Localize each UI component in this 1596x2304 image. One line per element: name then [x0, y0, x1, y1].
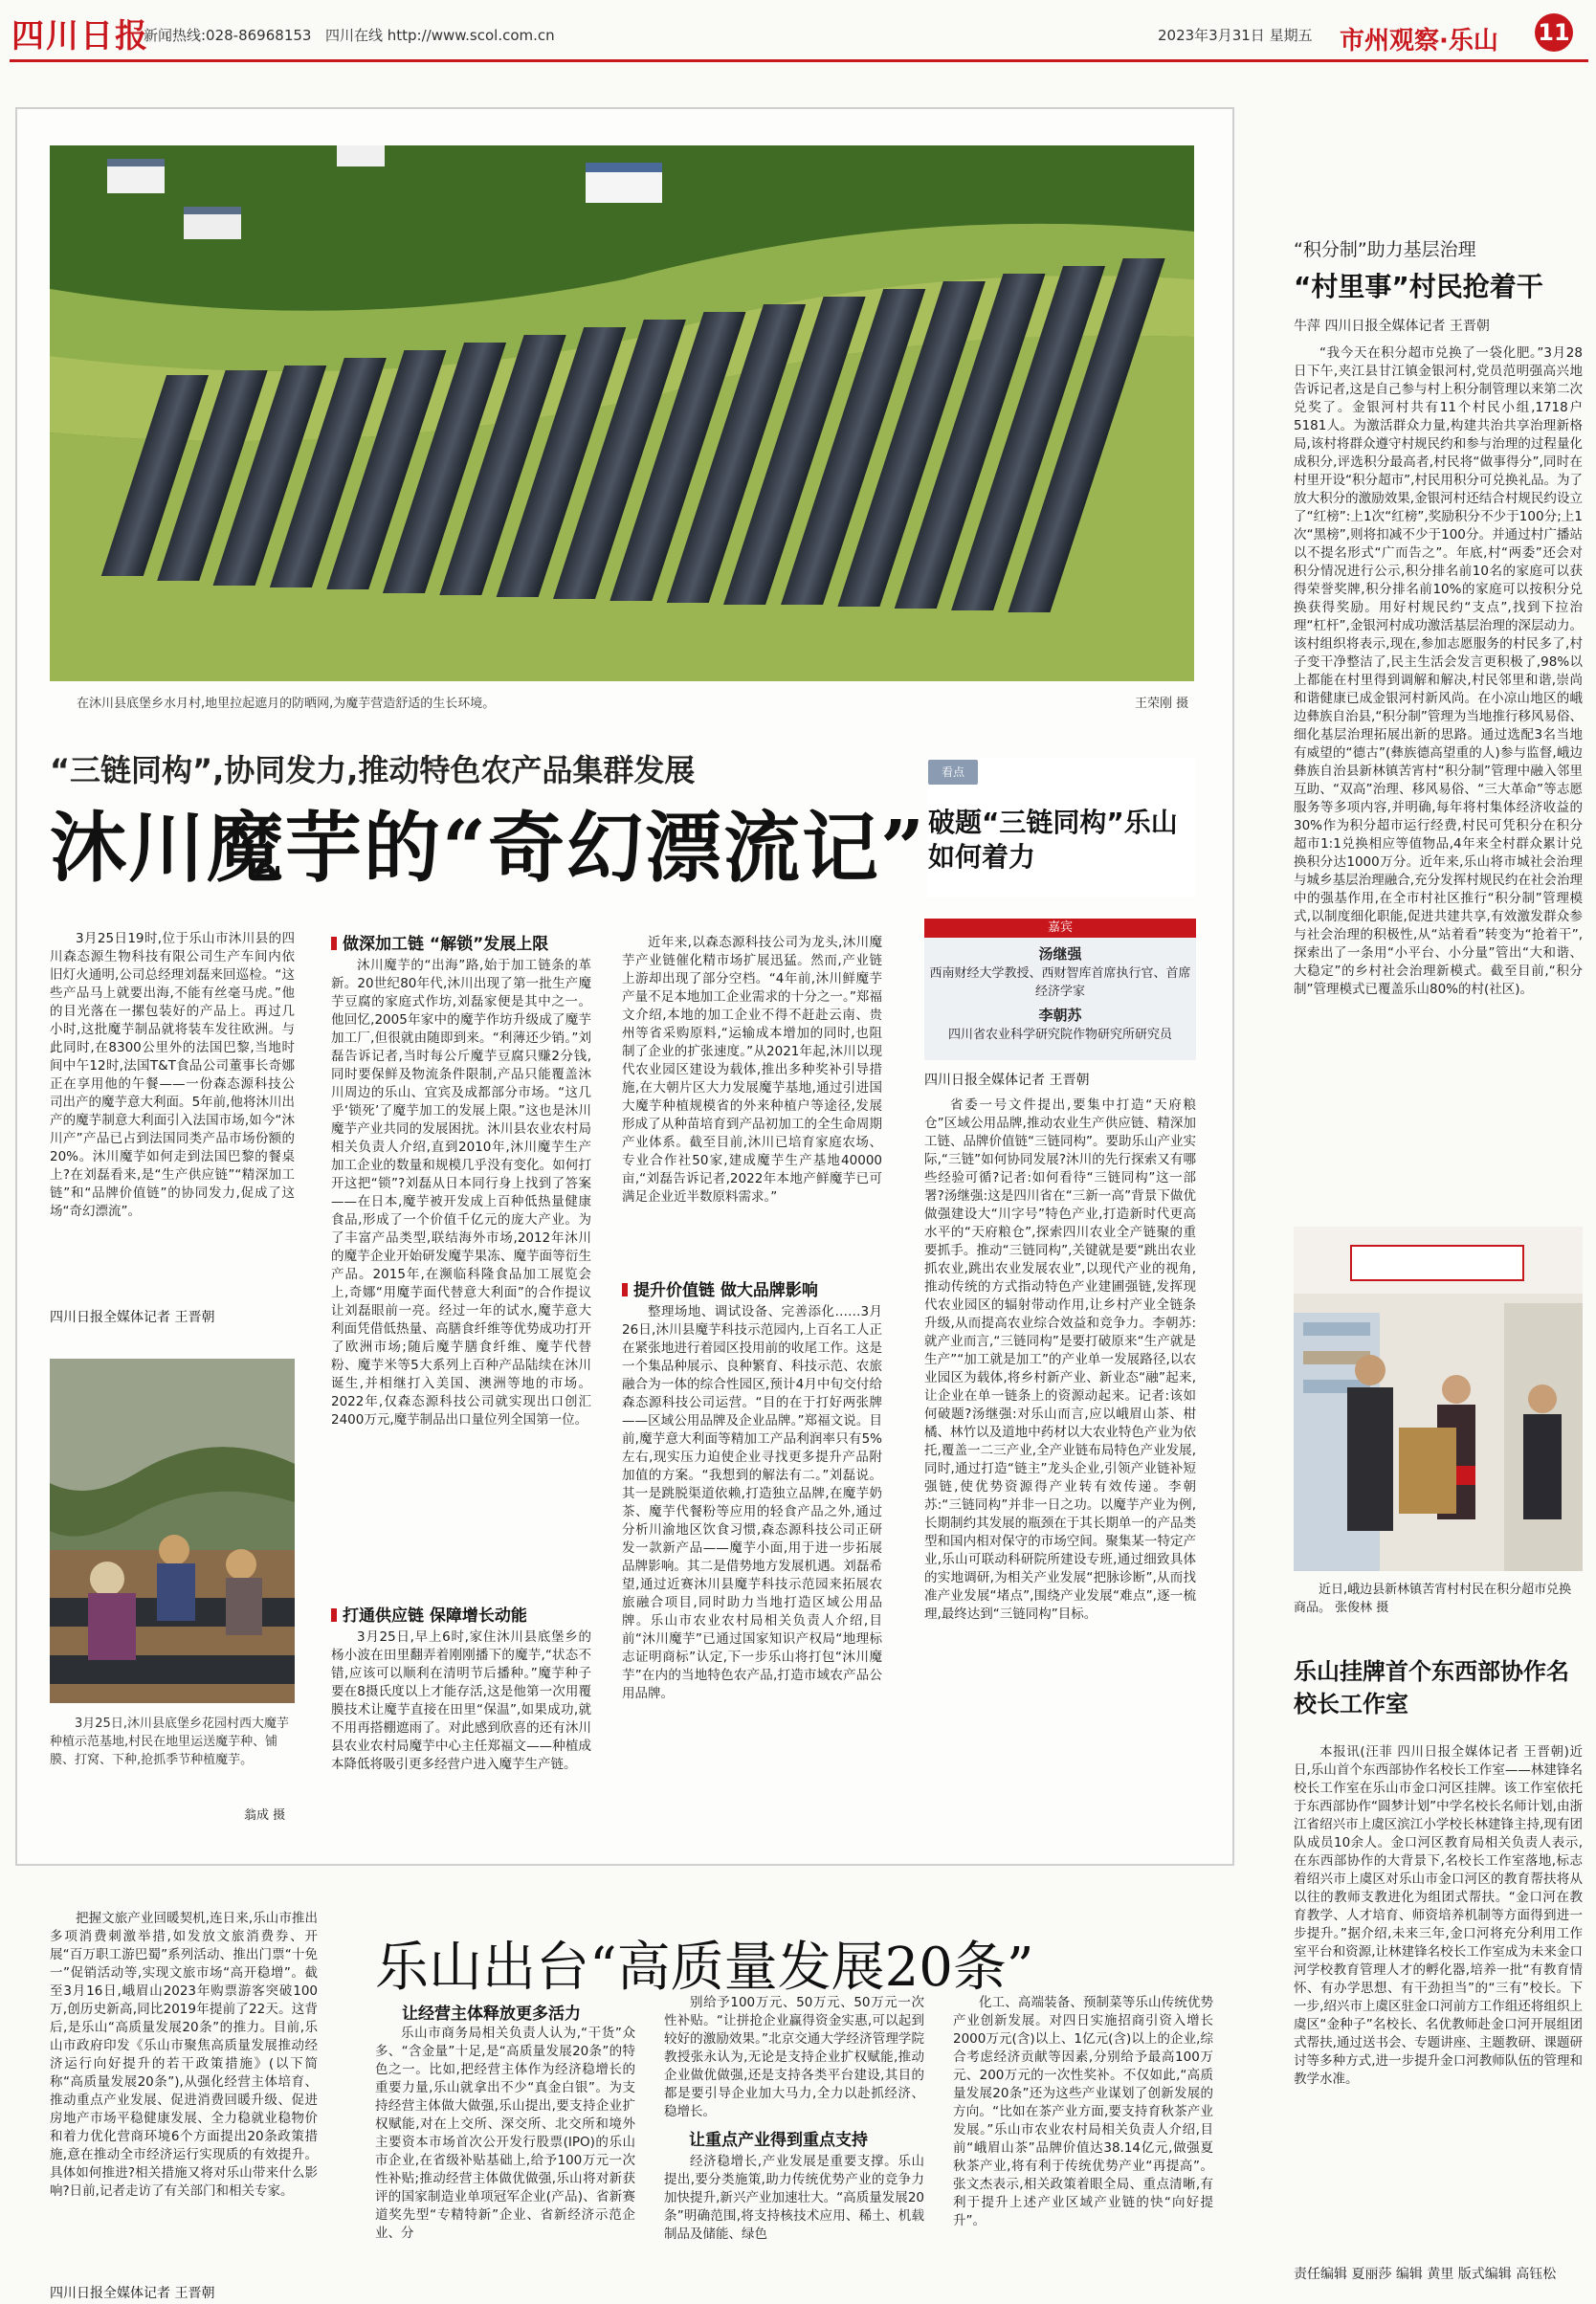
article-subhead: “三链同构”,协同发力,推动特色农产品集群发展	[50, 752, 696, 788]
section-heading: 让经营主体释放更多活力	[402, 2005, 581, 2024]
right-article-byline: 牛萍 四川日报全媒体记者 王晋朝	[1294, 319, 1490, 334]
right-article-kicker: “积分制”助力基层治理	[1294, 239, 1476, 260]
news-hotline: 新闻热线:028-86968153	[144, 27, 312, 44]
section-heading: 做深加工链 “解锁”发展上限	[331, 930, 548, 954]
right-photo-points-supermarket	[1294, 1227, 1583, 1571]
article-body: 整理场地、调试设备、完善添化……3月26日,沐川县魔芋科技示范园内,上百名工人正在紧张地进行着园区投用前的收尾工作。这是一个集品种展示、良种繁育、科技示范、农旅融合为一体的综合性园区,预计4月中旬交付给森态源科技公司运营。“目的在于打好两张牌——区域公用品牌及企业品牌。”郑福文说。目前,魔芋意大利面等精加工产品利润率只有5%左右,现实压力迫使企业寻找更多提升产品附加值的方案。“我想到的解法有二。”刘磊说。其一是跳脱渠道依赖,打造独立品牌,在魔芋奶茶、魔芋代餐粉等应用的轻食产品之外,通过分析川渝地区饮食习惯,森态源科技公司正研发一款新产品——魔芋小面,用于进一步拓展品牌影响。其二是借势地方发展机遇。刘磊希望,通过近赛沐川县魔芋科技示范园来拓展农旅融合项目,同时助力当地打造区域公用品牌。乐山市农业农村局相关负责人介绍,目前“沐川魔芋”已通过国家知识产权局“地理标志证明商标”认定,下一步乐山将打包“沐川魔芋”在内的当地特色农产品,打造市域农产品公用品牌。	[622, 1304, 882, 1701]
article-byline: 四川日报全媒体记者 王晋朝	[50, 1310, 215, 1325]
guest-description: 西南财经大学教授、西财智库首席执行官、首席经济学家	[929, 966, 1191, 999]
article-body: 3月25日,早上6时,家住沐川县底堡乡的杨小波在田里翻弄着刚刚播下的魔芋,“状态不错,应该可以顺利在清明节后播种。”魔芋种子要在8摄氏度以上才能存活,这是他第一次用覆膜技术让魔芋直接在田里“保温”,如果成功,就不用再搭棚遮雨了。对此感到欣喜的还有沐川县农业农村局魔芋中心主任郑福文——种植成本降低将吸引更多经营户进入魔芋生产链。	[331, 1629, 591, 1772]
section-heading: 提升价值链 做大品牌影响	[622, 1276, 818, 1300]
masthead	[0, 0, 1596, 61]
guest-tag: 嘉宾	[924, 919, 1196, 938]
header-rule	[10, 59, 1588, 62]
bottom-article-body: 乐山市商务局相关负责人认为,“干货”众多、“含金量”十足,是“高质量发展20条”的特色之一。比如,把经营主体作为经济稳增长的重要力量,乐山就拿出不少“真金白银”。为支持经营主体做大做强,乐山提出,要支持企业扩权赋能,对在上交所、深交所、北交所和境外主要资本市场首次公开发行股票(IPO)的乐山市企业,在省级补贴基础上,给予100万元一次性补贴;推动经营主体做优做强,乐山将对新获评的国家制造业单项冠军企业(产品)、省新赛道奖先型“专精特新”企业、省新经济示范企业、分	[375, 2026, 635, 2241]
bottom-article-body: 别给予100万元、50万元、50万元一次性补贴。“让拼抢企业赢得资金实惠,可以起到较好的激励效果。”北京交通大学经济管理学院教授张永认为,无论是支持企业扩权赋能,推动企业做优做强,还是支持各类平台建设,其目的都是要引导企业加大马力,全力以赴抓经济、稳增长。	[664, 1995, 924, 2119]
article-lead: 3月25日19时,位于乐山市沐川县的四川森态源生物科技有限公司生产车间内依旧灯火通明,公司总经理刘磊来回巡检。“这些产品马上就要出海,不能有丝毫马虎。”他的目光落在一摞包装好的产品上。再过几小时,这批魔芋制品就将装车发往欧洲。与此同时,在8300公里外的法国巴黎,当地时间中午12时,法国T&T食品公司董事长奇娜正在享用他的午餐——一份森态源科技公司出产的魔芋意大利面。5年前,他将沐川出产的魔芋制意大利面引入法国市场,如今“沐川产”产品已占到法国同类产品市场份额的20%。沐川魔芋如何走到法国巴黎的餐桌上?在刘磊看来,是“生产供应链”“精深加工链”和“品牌价值链”的协同发力,促成了这场“奇幻漂流”。	[50, 931, 295, 1219]
bottom-article-lead: 把握文旅产业回暖契机,连日来,乐山市推出多项消费刺激举措,如发放文旅消费券、开展“百万职工游巴蜀”系列活动、推出门票“十免一”促销活动等,实现文旅市场“高开稳增”。截至3月16日,峨眉山2023年购票游客突破100万,创历史新高,同比2019年提前了22天。这背后,是乐山“高质量发展20条”的推力。目前,乐山市政府印发《乐山市聚焦高质量发展推动经济运行向好提升的若干政策措施》(以下简称“高质量发展20条”),从强化经营主体培育、推动重点产业发展、促进消费回暖升级、促进房地产市场平稳健康发展、全力稳就业稳物价和着力优化营商环境6个方面提出20条政策措施,意在推动全市经济运行实现质的有效提升。具体如何推进?相关措施又将对乐山带来什么影响?日前,记者走访了有关部门和相关专家。	[50, 1911, 318, 2199]
interview-body: 省委一号文件提出,要集中打造“天府粮仓”区域公用品牌,推动农业生产供应链、精深加工链、品牌价值链“三链同构”。要助乐山产业实际,“三链”如何协同发展?沐川的先行探索又有哪些经验可循?记者:如何看待“三链同构”这一部署?汤继强:这是四川省在“三新一高”背景下做优做强建设大“川字号”特色产业,打造新时代更高水平的“天府粮仓”,探索四川农业全产链聚的重要抓手。推动“三链同构”,关键就是要“跳出农业抓农业,跳出农业发展农业”,以现代产业的视角,推动传统的方式指动特色产业建圃强链,发挥现代农业园区的辐射带动作用,让乡村产业全链条升级,从而提高农业综合效益和竞争力。李朝苏:就产业而言,“三链同构”是要打破原来“生产就是生产”“加工就是加工”的产业单一发展路径,以农业园区为载体,将乡村新产业、新业态“融”起来,让企业在单一链条上的资源动起来。记者:该如何破题?汤继强:对乐山而言,应以峨眉山茶、柑橘、林竹以及道地中药材以大农业特色产业为依托,覆盖一二三产业,全产业链布局特色产业发展,同时,通过打造“链主”龙头企业,引领产业链补短强链,使优势资源得产业转有效传递。李朝苏:“三链同构”并非一日之功。以魔芋产业为例,长期制约其发展的瓶颈在于其长期单一的产品类型和国内相对保守的市场空间。聚集某一特定产业,乐山可联动科研院所建设专班,通过细致具体的实地调研,为相关产业发展“把脉诊断”,从而找准产业发展“堵点”,围绕产业发展“难点”,逐一梳理,最终达到“三链同构”目标。	[924, 1097, 1196, 1622]
interview-byline: 四川日报全媒体记者 王晋朝	[924, 1073, 1090, 1088]
editors-credit: 责任编辑 夏丽莎 编辑 黄里 版式编辑 高钰松	[1294, 2267, 1557, 2282]
right-news-title: 乐山挂牌首个东西部协作名校长工作室	[1294, 1658, 1569, 1717]
bottom-article-body: 经济稳增长,产业发展是重要支撑。乐山提出,要分类施策,助力传统优势产业的竞争力加快提升,新兴产业加速壮大。“高质量发展20条”明确范围,将支持核技术应用、稀土、机载制品及储能、绿色	[664, 2154, 924, 2242]
article-body: 沐川魔芋的“出海”路,始于加工链条的革新。20世纪80年代,沐川出现了第一批生产魔芋豆腐的家庭式作坊,刘磊家便是其中之一。他回忆,2005年家中的魔芋作坊升级成了魔芋加工厂,但很就由随即到来。“利薄还少销。”刘磊告诉记者,当时每公斤魔芋豆腐只赚2分钱,同时要保鲜及物流条件限制,产品只能覆盖沐川周边的乐山、宜宾及成都部分市场。“这几乎‘锁死’了魔芋加工的发展上限。”这也是沐川魔芋产业共同的发展困扰。沐川县农业农村局相关负责人介绍,直到2010年,沐川魔芋生产加工企业的数量和规模几乎没有变化。如何打开这把“锁”?刘磊从日本同行身上找到了答案——在日本,魔芋被开发成上百种低热量健康食品,形成了一个价值千亿元的庞大产业。为了丰富产品类型,联结海外市场,2012年沐川的魔芋企业开始研发魔芋果冻、魔芋面等衍生产品。2015年,在濒临科隆食品加工展览会上,奇娜“用魔芋面代替意大利面”的合作提议让刘磊眼前一亮。经过一年的试水,魔芋意大利面凭借低热量、高膳食纤维等优势成功打开了欧洲市场;随后魔芋膳食纤维、魔芋代替粉、魔芋米等5大系列上百种产品陆续在沐川诞生,并相继打入美国、澳洲等地的市场。2022年,仅森态源科技公司就实现出口创汇2400万元,魔芋制品出口量位列全国第一位。	[331, 958, 591, 1428]
bottom-article-body: 化工、高端装备、预制菜等乐山传统优势产业创新发展。对四日实施招商引资入增长2000万元(含)以上、1亿元(含)以上的企业,综合考虑经济贡献等因素,分别给予最高100万元、200万元的一次性奖补。不仅如此,“高质量发展20条”还为这些产业谋划了创新发展的方向。“比如在茶产业方面,要支持育秋茶产业发展。”乐山市农业农村局相关负责人介绍,目前“峨眉山茶”品牌价值达38.14亿元,做强夏秋茶产业,将有利于传统优势产业“再提高”。张文杰表示,相关政策着眼全局、重点清晰,有利于提升上述产业区域产业链的快“向好提升”。	[953, 1995, 1213, 2228]
right-article-body: “我今天在积分超市兑换了一袋化肥。”3月28日下午,夹江县甘江镇金银河村,党员范明强高兴地告诉记者,这是自己参与村上积分制管理以来第二次兑奖了。金银河村共有11个村民小组,1718户5181人。为激活群众力量,构建共治共享治理新格局,该村将群众遵守村规民约和参与治理的过程量化成积分,评选积分最高者,村民将“做事得分”,同时在村里开设“积分超市”,村民用积分可兑换礼品。为了放大积分的激励效果,金银河村还结合村规民约设立了“红榜”:上1次“红榜”,奖励积分不少于100分;上1次“黑榜”,则将扣减不少于100分。并通过村广播站以不提名形式“广而告之”。年底,村“两委”还会对积分情况进行公示,积分排名前10名的家庭可以获得荣誉奖牌,积分排名前10%的家庭可以按积分兑换获得奖励。用好村规民约“支点”,找到下拉治理“杠杆”,金银河村成功激活基层治理的深层动力。该村组织将表示,现在,参加志愿服务的村民多了,村子变干净整洁了,民主生活会发言更积极了,98%以上都能在村里得到调解和解决,村民邻里和谐,崇尚和谐健康已成金银河村新风尚。在小凉山地区的峨边彝族自治县,“积分制”管理为当地推行移风易俗、细化基层治理拓展出新的思路。通过选配3名当地有威望的“德古”(彝族德高望重的人)参与监督,峨边彝族自治县新林镇苦宵村“积分制”管理中融入邻里互助、“双高”治理、移风易俗、“三大革命”等志愿服务等多项内容,并明确,每年将村集体经济收益的30%作为积分超市运行经费,村民可凭积分在积分超市1:1兑换相应等值物品,4年来全村群众累计兑换积分达1000万分。近年来,乐山将市城社会治理与城乡基层治理融合,充分发挥村规民约在社会治理中的强基作用,在全市村社区推行“积分制”管理模式,以制度细化职能,促进共建共享,有效激发群众参与社会治理的积极性,从“站着看”转变为“抢着干”,探索出了一条用“小平台、小分量”管出“大和谐、大稳定”的乡村社会治理新模式。截至目前,“积分制”管理模式已覆盖乐山80%的村(社区)。	[1294, 345, 1583, 997]
highlight-tag: 看点	[928, 760, 978, 785]
guest-name: 汤继强	[1038, 945, 1082, 963]
lower-photo-caption: 3月25日,沐川县底堡乡花园村西大魔芋种植示范基地,村民在地里运送魔芋种、铺膜、打窝、下种,抢抓季节种植魔芋。	[50, 1717, 289, 1767]
points-supermarket-illustration	[1294, 1227, 1583, 1571]
main-photo-greenhouse-fields	[50, 145, 1194, 681]
photo-credit: 王荣刚 摄	[1135, 697, 1189, 711]
photo-caption: 在沐川县底堡乡水月村,地里拉起遮月的防晒网,为魔芋营造舒适的生长环境。	[77, 697, 496, 711]
newspaper-logo: 四川日报	[11, 17, 149, 55]
right-photo-caption: 近日,峨边县新林镇苦宵村村民在积分超市兑换商品。 张俊林 摄	[1294, 1583, 1572, 1615]
website-link[interactable]: 四川在线 http://www.scol.com.cn	[325, 27, 555, 44]
greenhouse-landscape-illustration	[50, 145, 1194, 681]
article-headline: 沐川魔芋的“奇幻漂流记”	[50, 803, 927, 893]
article-body: 近年来,以森态源科技公司为龙头,沐川魔芋产业链催化精市场扩展迅猛。然而,产业链上游却出现了部分空档。“4年前,沐川鲜魔芋产量不足本地加工企业需求的十分之一。”郑福文介绍,本地的加工企业不得不赶赴云南、贵州等省采购原料,“运输成本增加的同时,也阻制了企业的扩张速度。”从2021年起,沐川以现代农业园区建设为载体,推出多种奖补引导措施,在大朝片区大力发展魔芋基地,通过引进国大魔芋种植规模省的外来种植户等途径,发展形成了从种苗培育到产品初加工的全生命周期产业体系。截至目前,沐川已培育家庭农场、专业合作社50家,建成魔芋生产基地40000亩,“刘磊告诉记者,2022年本地产鲜魔芋已可满足企业近半数原料需求。”	[622, 935, 882, 1205]
section-title: 市州观察·乐山	[1340, 27, 1498, 55]
right-article-title: “村里事”村民抢着干	[1294, 271, 1543, 302]
guest-description: 四川省农业科学研究院作物研究所研究员	[947, 1028, 1172, 1042]
lower-photo-credit: 翁成 摄	[244, 1808, 286, 1823]
bottom-article-title: 乐山出台“高质量发展20条”	[375, 1937, 1034, 1999]
guest-name: 李朝苏	[1038, 1007, 1082, 1024]
right-news-body: 本报讯(汪菲 四川日报全媒体记者 王晋朝)近日,乐山首个东西部协作名校长工作室——林建锋名校长工作室在乐山市金口河区挂牌。该工作室依托于东西部协作“圆梦计划”中学名校长名师计划,由浙江省绍兴市上虞区滨江小学校长林建锋主持,现有团队成员10余人。金口河区教育局相关负责人表示,在东西部协作的大背景下,名校长工作室落地,标志着绍兴市上虞区对乐山市金口河区的教育帮扶将从以往的教师支教进化为组团式帮扶。“金口河在教育教学、人才培育、师资培养机制等方面得到进一步提升。”据介绍,未来三年,金口河将充分利用工作室平台和资源,让林建锋名校长工作室成为未来金口河学校教育管理人才的孵化器,培养一批“有教育情怀、有办学思想、有干劲担当”的“三有”校长。下一步,绍兴市上虞区驻金口河前方工作组还将组织上虞区“金种子”名校长、名优教师赴金口河开展组团式帮扶,通过送书会、专题讲座、主题教研、课题研讨等多种方式,进一步提升金口河教师队伍的管理和教学水准。	[1294, 1744, 1583, 2087]
bottom-article-byline: 四川日报全媒体记者 王晋朝	[50, 2286, 215, 2301]
right-photo-credit: 张俊林 摄	[1335, 1601, 1389, 1615]
section-heading: 让重点产业得到重点支持	[689, 2131, 868, 2150]
section-heading: 打通供应链 保障增长动能	[331, 1602, 527, 1626]
interview-title: 破题“三链同构”乐山如何着力	[928, 807, 1178, 873]
farmers-planting-illustration	[50, 1359, 295, 1703]
page-number: 11	[1535, 13, 1573, 52]
lower-photo-farmers-planting	[50, 1359, 295, 1703]
issue-date: 2023年3月31日 星期五	[1158, 27, 1313, 44]
